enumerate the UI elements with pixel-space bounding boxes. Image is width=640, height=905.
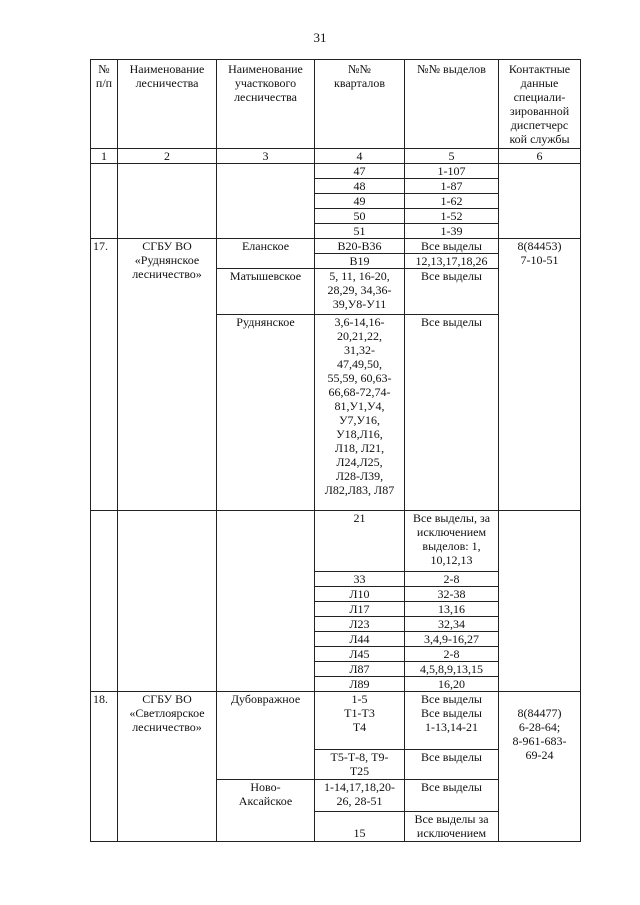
empty-cell <box>499 511 581 692</box>
quarter-cell: Л44 <box>315 632 405 647</box>
empty-cell <box>91 164 118 239</box>
quarter-cell: 5, 11, 16-20, 28,29, 34,36- 39,У8-У11 <box>315 269 405 315</box>
plots-cell: Все выделы <box>405 750 499 780</box>
plots-cell: Все выделы за исключением <box>405 812 499 842</box>
table-row <box>91 692 581 750</box>
plots-cell: 12,13,17,18,26 <box>405 254 499 269</box>
district-name: Ново- Аксайское <box>217 780 315 842</box>
quarter-cell: 21 <box>315 511 405 572</box>
quarter-cell: В20-В36 <box>315 239 405 254</box>
plots-cell: 32,34 <box>405 617 499 632</box>
quarter-cell: Л87 <box>315 662 405 677</box>
empty-cell <box>91 511 118 692</box>
header-num: № п/п <box>91 60 118 149</box>
plots-cell: 32-38 <box>405 587 499 602</box>
district-name: Матышевское <box>217 269 315 315</box>
header-row <box>91 60 581 149</box>
plots-cell: 1-52 <box>405 209 499 224</box>
colnum-4: 4 <box>315 149 405 164</box>
quarter-cell: В19 <box>315 254 405 269</box>
quarter-cell: 1-5 Т1-Т3 Т4 <box>315 692 405 750</box>
plots-cell: 16,20 <box>405 677 499 692</box>
plots-cell: Все выделы Все выделы 1-13,14-21 <box>405 692 499 750</box>
quarter-cell: 50 <box>315 209 405 224</box>
empty-cell <box>217 511 315 692</box>
quarter-cell: 47 <box>315 164 405 179</box>
quarter-cell: Л23 <box>315 617 405 632</box>
forestry-name: СГБУ ВО «Светлоярское лесничество» <box>118 692 217 842</box>
district-name: Еланское <box>217 239 315 269</box>
plots-cell: 3,4,9-16,27 <box>405 632 499 647</box>
entry-number: 18. <box>91 692 118 842</box>
plots-cell: Все выделы <box>405 315 499 511</box>
entry-number: 17. <box>91 239 118 511</box>
header-plots: №№ выделов <box>405 60 499 149</box>
quarter-cell: 48 <box>315 179 405 194</box>
quarter-cell: 33 <box>315 572 405 587</box>
plots-cell: 13,16 <box>405 602 499 617</box>
plots-cell: 2-8 <box>405 647 499 662</box>
district-name: Дубовражное <box>217 692 315 780</box>
district-name: Руднянское <box>217 315 315 511</box>
header-forestry: Наименование лесничества <box>118 60 217 149</box>
colnum-6: 6 <box>499 149 581 164</box>
table-row <box>91 239 581 254</box>
quarter-cell: Л45 <box>315 647 405 662</box>
quarter-cell: 15 <box>315 812 405 842</box>
plots-cell: 1-62 <box>405 194 499 209</box>
plots-cell: 4,5,8,9,13,15 <box>405 662 499 677</box>
header-quarters: №№ кварталов <box>315 60 405 149</box>
colnum-5: 5 <box>405 149 499 164</box>
table-row <box>91 164 581 179</box>
empty-cell <box>118 164 217 239</box>
plots-cell: 1-107 <box>405 164 499 179</box>
forestry-table <box>90 59 581 842</box>
plots-cell: Все выделы <box>405 239 499 254</box>
plots-cell: 1-87 <box>405 179 499 194</box>
empty-cell <box>217 164 315 239</box>
plots-cell: Все выделы <box>405 269 499 315</box>
quarter-cell: Л10 <box>315 587 405 602</box>
table-row <box>91 511 581 572</box>
quarter-cell: Л89 <box>315 677 405 692</box>
page-number: 31 <box>313 30 327 45</box>
quarter-cell: Т5-Т-8, Т9- Т25 <box>315 750 405 780</box>
column-numbers-row <box>91 149 581 164</box>
colnum-1: 1 <box>91 149 118 164</box>
quarter-cell: 51 <box>315 224 405 239</box>
plots-cell: Все выделы <box>405 780 499 812</box>
contact-cell: 8(84453) 7-10-51 <box>499 239 581 511</box>
quarter-cell: Л17 <box>315 602 405 617</box>
colnum-2: 2 <box>118 149 217 164</box>
empty-cell <box>499 164 581 239</box>
quarter-cell: 1-14,17,18,20- 26, 28-51 <box>315 780 405 812</box>
plots-cell: 1-39 <box>405 224 499 239</box>
plots-cell: Все выделы, за исключением выделов: 1, 10,12,13 <box>405 511 499 572</box>
empty-cell <box>118 511 217 692</box>
contact-cell: 8(84477) 6-28-64; 8-961-683- 69-24 <box>499 692 581 842</box>
plots-cell: 2-8 <box>405 572 499 587</box>
header-district: Наименование участкового лесничества <box>217 60 315 149</box>
quarter-cell: 49 <box>315 194 405 209</box>
quarter-cell: 3,6-14,16- 20,21,22, 31,32- 47,49,50, 55,59, 60,63- 66,68-72,74- 81,У1,У4, У7,У16, У18,Л16, Л18, Л21, Л24,Л25, Л28-Л39, Л82,Л83, Л87 <box>315 315 405 511</box>
forestry-name: СГБУ ВО «Руднянское лесничество» <box>118 239 217 511</box>
colnum-3: 3 <box>217 149 315 164</box>
header-contacts: Контактные данные специали- зированной диспетчерс кой службы <box>499 60 581 149</box>
